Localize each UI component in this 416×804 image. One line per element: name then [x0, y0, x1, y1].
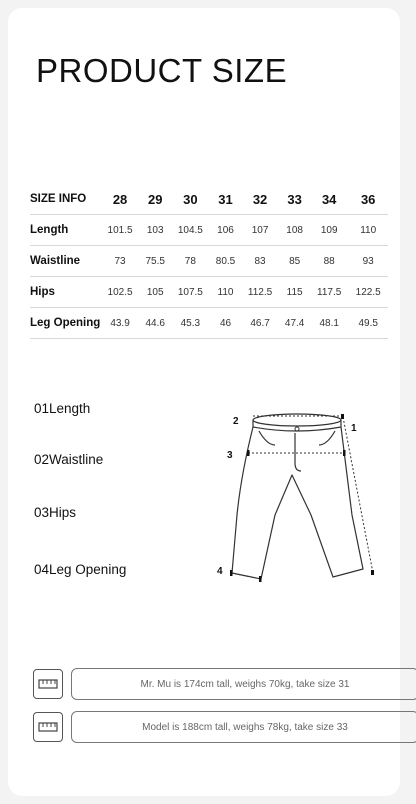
- table-cell: 117.5: [310, 277, 348, 308]
- legs-outline: [232, 427, 363, 579]
- marker-3: 3: [227, 450, 233, 461]
- pants-outline: [232, 414, 363, 579]
- model-note-text: Mr. Mu is 174cm tall, weighs 70kg, take size 31: [71, 668, 416, 700]
- table-cell: 45.3: [171, 308, 211, 339]
- pants-diagram: [215, 405, 390, 590]
- table-cell: 112.5: [241, 277, 279, 308]
- row-label: Length: [30, 215, 100, 246]
- page-title: PRODUCT SIZE: [36, 52, 288, 89]
- size-col-header: 28: [100, 184, 140, 215]
- table-cell: 85: [279, 246, 310, 277]
- table-cell: 103: [140, 215, 171, 246]
- table-cell: 110: [210, 277, 241, 308]
- fly-stitch: [295, 433, 301, 471]
- row-label: Hips: [30, 277, 100, 308]
- table-cell: 88: [310, 246, 348, 277]
- table-cell: 101.5: [100, 215, 140, 246]
- marker-4: 4: [217, 566, 223, 577]
- size-col-header: 32: [241, 184, 279, 215]
- model-note-text: Model is 188cm tall, weighs 78kg, take size 33: [71, 711, 416, 743]
- table-cell: 47.4: [279, 308, 310, 339]
- table-cell: 73: [100, 246, 140, 277]
- table-cell: 107.5: [171, 277, 211, 308]
- table-row: [30, 308, 388, 339]
- table-cell: 46.7: [241, 308, 279, 339]
- model-note: [33, 711, 389, 743]
- size-col-header: 34: [310, 184, 348, 215]
- row-label: Leg Opening: [30, 308, 100, 339]
- size-info-header: SIZE INFO: [30, 184, 100, 215]
- tick-mark: [343, 450, 346, 456]
- table-row: [30, 215, 388, 246]
- tick-mark: [259, 576, 262, 582]
- table-cell: 46: [210, 308, 241, 339]
- right-pocket: [319, 431, 335, 445]
- table-cell: 104.5: [171, 215, 211, 246]
- ruler-icon: [33, 669, 63, 699]
- table-cell: 78: [171, 246, 211, 277]
- table-cell: 83: [241, 246, 279, 277]
- table-cell: 80.5: [210, 246, 241, 277]
- model-note: [33, 668, 389, 700]
- table-cell: 75.5: [140, 246, 171, 277]
- table-cell: 122.5: [348, 277, 388, 308]
- table-row: [30, 246, 388, 277]
- marker-1: 1: [351, 423, 357, 434]
- table-cell: 49.5: [348, 308, 388, 339]
- measure-line-length: [343, 417, 373, 573]
- table-cell: 109: [310, 215, 348, 246]
- table-row: [30, 277, 388, 308]
- size-col-header: 36: [348, 184, 388, 215]
- measure-lines: [231, 416, 373, 579]
- left-pocket: [259, 431, 275, 445]
- table-cell: 48.1: [310, 308, 348, 339]
- size-col-header: 33: [279, 184, 310, 215]
- tick-mark: [230, 570, 233, 576]
- table-cell: 105: [140, 277, 171, 308]
- tick-mark: [371, 570, 374, 575]
- measure-label-leg-opening: 04Leg Opening: [34, 562, 127, 577]
- size-col-header: 31: [210, 184, 241, 215]
- measure-label-waistline: 02Waistline: [34, 452, 104, 467]
- table-cell: 43.9: [100, 308, 140, 339]
- marker-2: 2: [233, 416, 239, 427]
- table-cell: 93: [348, 246, 388, 277]
- size-header-row: [30, 184, 388, 215]
- table-cell: 102.5: [100, 277, 140, 308]
- measure-label-hips: 03Hips: [34, 505, 77, 520]
- measure-label-length: 01Length: [34, 401, 91, 416]
- table-cell: 107: [241, 215, 279, 246]
- size-col-header: 29: [140, 184, 171, 215]
- size-col-header: 30: [171, 184, 211, 215]
- tick-mark: [247, 450, 250, 456]
- ruler-icon: [33, 712, 63, 742]
- table-cell: 110: [348, 215, 388, 246]
- size-table: [30, 184, 388, 339]
- tick-mark: [341, 414, 344, 419]
- table-cell: 44.6: [140, 308, 171, 339]
- table-cell: 106: [210, 215, 241, 246]
- table-cell: 108: [279, 215, 310, 246]
- table-cell: 115: [279, 277, 310, 308]
- measure-ticks: [230, 414, 374, 582]
- row-label: Waistline: [30, 246, 100, 277]
